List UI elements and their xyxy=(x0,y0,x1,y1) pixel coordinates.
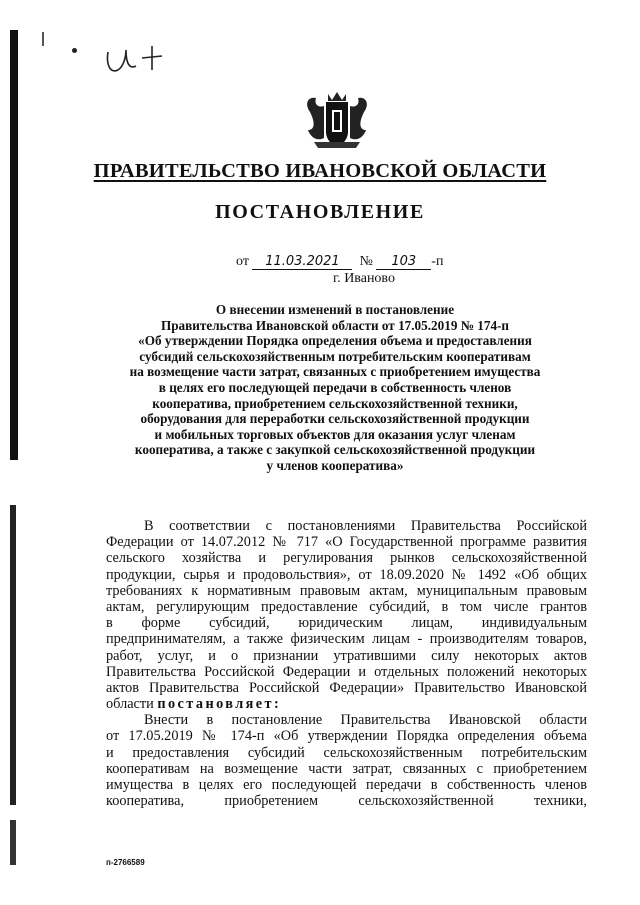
decree-label: ПОСТАНОВЛЕНИЕ xyxy=(215,201,425,223)
body-line: Внести в постановление Правительства Ивановской области xyxy=(144,712,587,729)
date-prefix: от xyxy=(236,254,249,269)
scan-edge-mark xyxy=(10,505,16,805)
body-line: требованиях к нормативным правовым актам, муниципальным правовым xyxy=(106,582,587,599)
body-line: продукции, сырья и продовольствия», от 18.09.2020 № 1492 «Об общих xyxy=(106,566,587,583)
body-line: Федерации от 14.07.2012 № 717 «О Государственной программе развития xyxy=(106,534,587,551)
title-line: «Об утверждении Порядка определения объема и предоставления xyxy=(138,333,532,349)
body-line: В соответствии с постановлениями Правительства Российской xyxy=(144,518,587,534)
body-line: предпринимателям, а также физическим лицам - производителям товаров, xyxy=(106,631,587,648)
body-line: актам, регулирующим предоставление субсидий, в том числе грантов xyxy=(106,598,587,615)
title-line: Правительства Ивановской области от 17.05.2019 № 174-п xyxy=(160,317,510,333)
body-line: актов Правительства Российской Федерации» Правительство Ивановской xyxy=(106,679,587,696)
resolves-suffix: : xyxy=(273,696,279,713)
title-line: оборудования для переработки сельскохозяйственной продукции xyxy=(140,411,530,427)
title-line: О внесении изменений в постановление xyxy=(215,302,455,317)
body-line: и предоставления субсидий сельскохозяйственным потребительским xyxy=(106,744,587,761)
number-prefix: № xyxy=(359,254,373,269)
body-line: в форме субсидий, юридическим лицам, индивидуальным xyxy=(106,615,587,632)
title-line: кооператива, приобретением сельскохозяйственной техники, xyxy=(152,395,518,411)
date-number-line xyxy=(236,254,443,270)
title-line: кооператива, а также с закупкой сельскохозяйственной продукции xyxy=(134,442,536,458)
scan-dot xyxy=(72,48,77,53)
document-body xyxy=(106,518,587,809)
title-line: субсидий сельскохозяйственным потребительским кооперативам xyxy=(139,348,531,364)
body-line: сельского хозяйства и регулирования рынков сельскохозяйственной xyxy=(106,550,587,567)
title-line: на возмещение части затрат, связанных с приобретением имущества xyxy=(129,364,541,380)
title-line: и мобильных торговых объектов для оказания услуг членам xyxy=(154,426,516,442)
government-heading: ПРАВИТЕЛЬСТВО ИВАНОВСКОЙ ОБЛАСТИ xyxy=(93,160,547,182)
footer-code: п-2766589 xyxy=(106,858,145,867)
date-value: 11.03.2021 xyxy=(252,254,352,270)
coat-of-arms-icon xyxy=(300,90,374,152)
body-line: от 17.05.2019 № 174-п «Об утверждении Порядка определения объема xyxy=(106,728,587,745)
body-line: работ, услуг, и о признании утратившими силу некоторых актов xyxy=(106,647,587,664)
body-line: кооператива, приобретением сельскохозяйственной техники, xyxy=(106,793,587,810)
number-value: 103 xyxy=(376,254,431,270)
scan-mark xyxy=(42,32,44,46)
document-title xyxy=(95,302,575,474)
resolves-prefix: области xyxy=(106,696,154,713)
city: г. Иваново xyxy=(333,271,395,286)
body-line: Правительства Российской Федерации и отдельных положений некоторых xyxy=(106,663,587,680)
number-suffix: -п xyxy=(431,254,444,269)
resolves-word: постановляет xyxy=(157,696,274,713)
resolves-line xyxy=(106,696,587,712)
title-line: у членов кооператива» xyxy=(266,457,404,473)
scan-edge-mark xyxy=(10,820,16,865)
body-line: кооперативам на возмещение части затрат, связанных с приобретением xyxy=(106,760,587,777)
body-line: имущества в целях его последующей передачи в собственность членов xyxy=(106,777,587,793)
title-line: в целях его последующей передачи в собственность членов xyxy=(158,379,512,395)
scan-edge-mark xyxy=(10,30,18,460)
handwritten-note-icon xyxy=(100,40,180,80)
